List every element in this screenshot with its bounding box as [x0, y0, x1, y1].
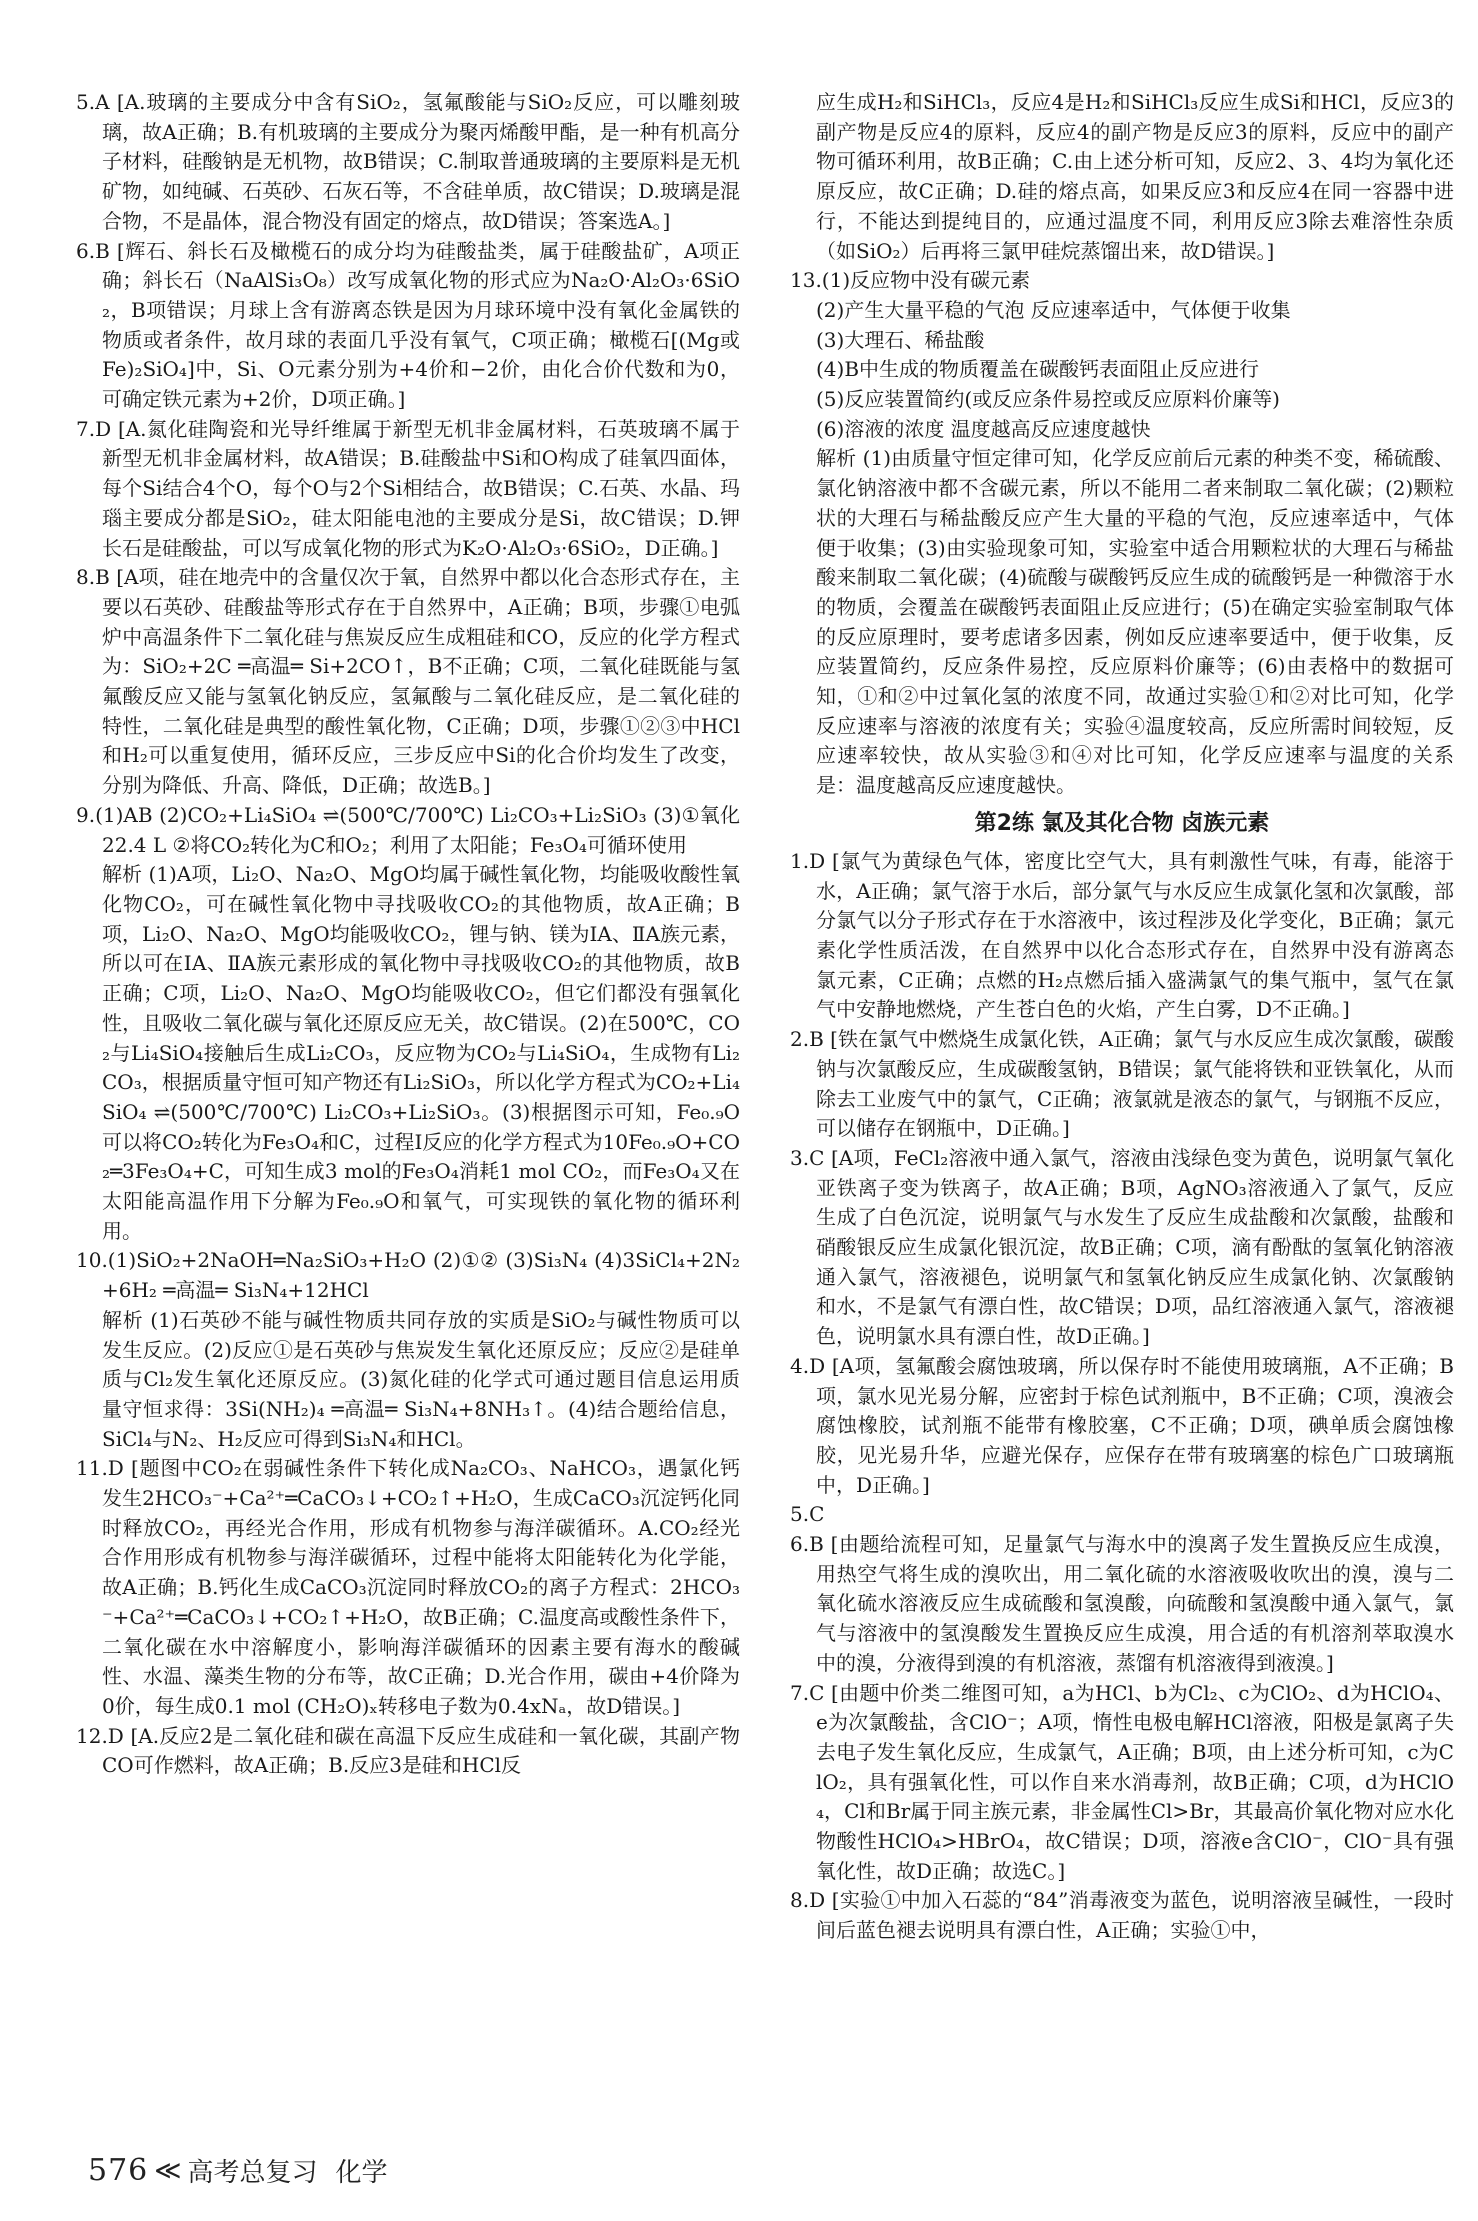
answer-entry: 6.B [辉石、斜长石及橄榄石的成分均为硅酸盐类，属于硅酸盐矿，A项正确；斜长石（NaAlSi₃O₈）改写成氧化物的形式应为Na₂O·Al₂O₃·6SiO₂，B项错误；月球上含有游离态铁是因为月球环境中没有氧化金属铁的物质或者条件，故月球的表面几乎没有氧气，C项正确；橄榄石[(Mg或Fe)₂SiO₄]中，Si、O元素分别为+4价和−2价，由化合价代数和为0，可确定铁元素为+2价，D项正确。]	[76, 238, 740, 412]
answer-entry: 4.D [A项，氢氟酸会腐蚀玻璃，所以保存时不能使用玻璃瓶，A不正确；B项，氯水见光易分解，应密封于棕色试剂瓶中，B不正确；C项，溴液会腐蚀橡胶，试剂瓶不能带有橡胶塞，C不正确；D项，碘单质会腐蚀橡胶，见光易升华，应避光保存，应保存在带有玻璃塞的棕色广口玻璃瓶中，D正确。]	[790, 1353, 1454, 1497]
answer-entry: 13.(1)反应物中没有碳元素	[790, 268, 1031, 293]
left-column	[76, 88, 740, 1781]
answer-entry: 5.C	[790, 1502, 825, 1527]
answer-entry: 解析 (1)A项，Li₂O、Na₂O、MgO均属于碱性氧化物，均能吸收酸性氧化物CO₂，可在碱性氧化物中寻找吸收CO₂的其他物质，故A正确；B项，Li₂O、Na₂O、MgO均能吸收CO₂，锂与钠、镁为ⅠA、ⅡA族元素，所以可在ⅠA、ⅡA族元素形成的氧化物中寻找吸收CO₂的其他物质，故B正确；C项，Li₂O、Na₂O、MgO均能吸收CO₂，但它们都没有强氧化性，且吸收二氧化碳与氧化还原反应无关，故C错误。(2)在500℃，CO₂与Li₄SiO₄接触后生成Li₂CO₃，反应物为CO₂与Li₄SiO₄，生成物有Li₂CO₃，根据质量守恒可知产物还有Li₂SiO₃，所以化学方程式为CO₂+Li₄SiO₄ ⇌(500℃/700℃) Li₂CO₃+Li₂SiO₃。(3)根据图示可知，Fe₀.₉O可以将CO₂转化为Fe₃O₄和C，过程Ⅰ反应的化学方程式为10Fe₀.₉O+CO₂═3Fe₃O₄+C，可知生成3 mol的Fe₃O₄消耗1 mol CO₂，而Fe₃O₄又在太阳能高温作用下分解为Fe₀.₉O和氧气，可实现铁的氧化物的循环利用。	[102, 862, 740, 1243]
answer-entry: 解析 (1)石英砂不能与碱性物质共同存放的实质是SiO₂与碱性物质可以发生反应。(2)反应①是石英砂与焦炭发生氧化还原反应；反应②是硅单质与Cl₂发生氧化还原反应。(3)氮化硅的化学式可通过题目信息运用质量守恒求得：3Si(NH₂)₄ ═高温═ Si₃N₄+8NH₃↑。(4)结合题给信息，SiCl₄与N₂、H₂反应可得到Si₃N₄和HCl。	[102, 1307, 740, 1451]
answer-entry: 1.D [氯气为黄绿色气体，密度比空气大，具有刺激性气味，有毒，能溶于水，A正确；氯气溶于水后，部分氯气与水反应生成氯化氢和次氯酸，部分氯气以分子形式存在于水溶液中，该过程涉及化学变化，B正确；氯元素化学性质活泼，在自然界中以化合态形式存在，自然界中没有游离态氯元素，C正确；点燃的H₂点燃后插入盛满氯气的集气瓶中，氢气在氯气中安静地燃烧，产生苍白色的火焰，产生白雾，D不正确。]	[790, 848, 1454, 1022]
answer-entry: (6)溶液的浓度 温度越高反应速度越快	[816, 416, 1151, 441]
answer-entry: (5)反应装置简约(或反应条件易控或反应原料价廉等)	[816, 387, 1280, 412]
answer-entry: 11.D [题图中CO₂在弱碱性条件下转化成Na₂CO₃、NaHCO₃，遇氯化钙发生2HCO₃⁻+Ca²⁺═CaCO₃↓+CO₂↑+H₂O，生成CaCO₃沉淀钙化同时释放CO₂，再经光合作用，形成有机物参与海洋碳循环。A.CO₂经光合作用形成有机物参与海洋碳循环，过程中能将太阳能转化为化学能，故A正确；B.钙化生成CaCO₃沉淀同时释放CO₂的离子方程式：2HCO₃⁻+Ca²⁺═CaCO₃↓+CO₂↑+H₂O，故B正确；C.温度高或酸性条件下，二氧化碳在水中溶解度小，影响海洋碳循环的因素主要有海水的酸碱性、水温、藻类生物的分布等，故C正确；D.光合作用，碳由+4价降为0价，每生成0.1 mol (CH₂O)ₓ转移电子数为0.4xNₐ，故D错误。]	[76, 1456, 740, 1718]
answer-entry: 5.A [A.玻璃的主要成分中含有SiO₂，氢氟酸能与SiO₂反应，可以雕刻玻璃，故A正确；B.有机玻璃的主要成分为聚丙烯酸甲酯，是一种有机高分子材料，硅酸钠是无机物，故B错误；C.制取普通玻璃的主要原料是无机矿物，如纯碱、石英砂、石灰石等，不含硅单质，故C错误；D.玻璃是混合物，不是晶体，混合物没有固定的熔点，故D错误；答案选A。]	[76, 90, 740, 233]
section-title: 第2练 氯及其化合物 卤族元素	[974, 810, 1270, 836]
answer-entry: 10.(1)SiO₂+2NaOH═Na₂SiO₃+H₂O (2)①② (3)Si₃N₄ (4)3SiCl₄+2N₂+6H₂ ═高温═ Si₃N₄+12HCl	[76, 1248, 740, 1303]
right-column	[790, 88, 1454, 1946]
answer-entry: 2.B [铁在氯气中燃烧生成氯化铁，A正确；氯气与水反应生成次氯酸，碳酸钠与次氯酸反应，生成碳酸氢钠，B错误；氯气能将铁和亚铁氧化，从而除去工业废气中的氯气，C正确；液氯就是液态的氯气，与钢瓶不反应，可以储存在钢瓶中，D正确。]	[790, 1027, 1454, 1141]
page-number: 576	[88, 2153, 149, 2188]
double-chevron-left-icon: ≪	[154, 2155, 182, 2186]
answer-entry: (4)B中生成的物质覆盖在碳酸钙表面阻止反应进行	[816, 357, 1260, 382]
answer-entry: 7.C [由题中价类二维图可知，a为HCl、b为Cl₂、c为ClO₂、d为HClO₄、e为次氯酸盐，含ClO⁻；A项，惰性电极电解HCl溶液，阳极是氯离子失去电子发生氧化反应，生成氯气，A正确；B项，由上述分析可知，c为ClO₂，具有强氧化性，可以作自来水消毒剂，故B正确；C项，d为HClO₄，Cl和Br属于同主族元素，非金属性Cl>Br，其最高价氧化物对应水化物酸性HClO₄>HBrO₄，故C错误；D项，溶液e含ClO⁻，ClO⁻具有强氧化性，故D正确；故选C。]	[790, 1680, 1454, 1883]
subject-label: 化学	[335, 2158, 388, 2188]
answer-entry: 8.D [实验①中加入石蕊的“84”消毒液变为蓝色，说明溶液呈碱性，一段时间后蓝色褪去说明具有漂白性，A正确；实验①中，	[790, 1888, 1454, 1943]
answer-entry: 12.D [A.反应2是二氧化硅和碳在高温下反应生成硅和一氧化碳，其副产物CO可作燃料，故A正确；B.反应3是硅和HCl反	[76, 1723, 740, 1778]
answer-entry: 3.C [A项，FeCl₂溶液中通入氯气，溶液由浅绿色变为黄色，说明氯气氧化亚铁离子变为铁离子，故A正确；B项，AgNO₃溶液通入了氯气，反应生成了白色沉淀，说明氯气与水发生了反应生成盐酸和次氯酸，盐酸和硝酸银反应生成氯化银沉淀，故B正确；C项，滴有酚酞的氢氧化钠溶液通入氯气，溶液褪色，说明氯气和氢氧化钠反应生成氯化钠、次氯酸钠和水，不是氯气有漂白性，故C错误；D项，品红溶液通入氯气，溶液褪色，说明氯水具有漂白性，故D正确。]	[790, 1145, 1454, 1349]
answer-entry: (2)产生大量平稳的气泡 反应速率适中，气体便于收集	[816, 297, 1291, 322]
answer-entry: 6.B [由题给流程可知，足量氯气与海水中的溴离子发生置换反应生成溴，用热空气将生成的溴吹出，用二氧化硫的水溶液吸收吹出的溴，溴与二氧化硫水溶液反应生成硫酸和氢溴酸，向硫酸和氢溴酸中通入氯气，氯气与溶液中的氢溴酸发生置换反应生成溴，用合适的有机溶剂萃取溴水中的溴，分液得到溴的有机溶液，蒸馏有机溶液得到液溴。]	[790, 1532, 1454, 1675]
answer-entry: 应生成H₂和SiHCl₃，反应4是H₂和SiHCl₃反应生成Si和HCl，反应3的副产物是反应4的原料，反应4的副产物是反应3的原料，反应中的副产物可循环利用，故B正确；C.由上述分析可知，反应2、3、4均为氧化还原反应，故C正确；D.硅的熔点高，如果反应3和反应4在同一容器中进行，不能达到提纯目的，应通过温度不同，利用反应3除去难溶性杂质（如SiO₂）后再将三氯甲硅烷蒸馏出来，故D错误。]	[816, 90, 1454, 263]
page-footer	[88, 2152, 388, 2189]
answer-entry: (3)大理石、稀盐酸	[816, 327, 985, 352]
answer-entry: 8.B [A项，硅在地壳中的含量仅次于氧，自然界中都以化合态形式存在，主要以石英砂、硅酸盐等形式存在于自然界中，A正确；B项，步骤①电弧炉中高温条件下二氧化硅与焦炭反应生成粗硅和CO，反应的化学方程式为：SiO₂+2C ═高温═ Si+2CO↑，B不正确；C项，二氧化硅既能与氢氟酸反应又能与氢氧化钠反应，氢氟酸与二氧化硅反应，是二氧化硅的特性，二氧化硅是典型的酸性氧化物，C正确；D项，步骤①②③中HCl和H₂可以重复使用，循环反应，三步反应中Si的化合价均发生了改变，分别为降低、升高、降低，D正确；故选B。]	[76, 565, 740, 798]
answer-entry: 解析 (1)由质量守恒定律可知，化学反应前后元素的种类不变，稀硫酸、氯化钠溶液中都不含碳元素，所以不能用二者来制取二氧化碳；(2)颗粒状的大理石与稀盐酸反应产生大量的平稳的气泡，反应速率适中，气体便于收集；(3)由实验现象可知，实验室中适合用颗粒状的大理石与稀盐酸来制取二氧化碳；(4)硫酸与碳酸钙反应生成的硫酸钙是一种微溶于水的物质，会覆盖在碳酸钙表面阻止反应进行；(5)在确定实验室制取气体的反应原理时，要考虑诸多因素，例如反应速率要适中，便于收集，反应装置简约，反应条件易控，反应原料价廉等；(6)由表格中的数据可知，①和②中过氧化氢的浓度不同，故通过实验①和②对比可知，化学反应速率与溶液的浓度有关；实验④温度较高，反应所需时间较短，反应速率较快，故从实验③和④对比可知，化学反应速率与温度的关系是：温度越高反应速度越快。	[816, 446, 1454, 798]
answer-entry: 9.(1)AB (2)CO₂+Li₄SiO₄ ⇌(500℃/700℃) Li₂CO₃+Li₂SiO₃ (3)①氧化 22.4 L ②将CO₂转化为C和O₂；利用了太阳能；Fe₃O₄可循环使用	[76, 802, 740, 857]
book-title: 高考总复习	[187, 2158, 318, 2188]
answer-entry: 7.D [A.氮化硅陶瓷和光导纤维属于新型无机非金属材料，石英玻璃不属于新型无机非金属材料，故A错误；B.硅酸盐中Si和O构成了硅氧四面体，每个Si结合4个O，每个O与2个Si相结合，故B错误；C.石英、水晶、玛瑙主要成分都是SiO₂，硅太阳能电池的主要成分是Si，故C错误；D.钾长石是硅酸盐，可以写成氧化物的形式为K₂O·Al₂O₃·6SiO₂，D正确。]	[76, 416, 740, 560]
